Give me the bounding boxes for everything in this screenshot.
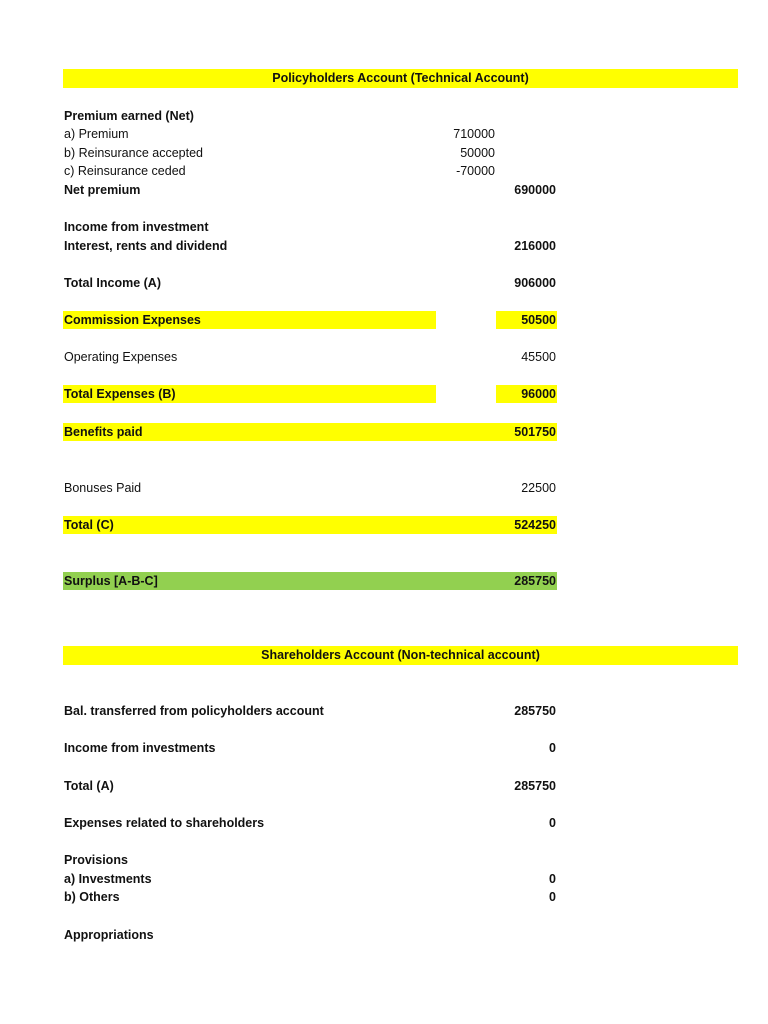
benefits-label: Benefits paid: [64, 425, 143, 439]
provisions-investments-value: 0: [549, 872, 556, 886]
sh-expenses-value: 0: [549, 816, 556, 830]
interest-label: Interest, rents and dividend: [64, 239, 228, 253]
operating-label: Operating Expenses: [64, 350, 178, 364]
provisions-others-label: b) Others: [64, 890, 120, 904]
reinsurance-ceded-value: -70000: [456, 164, 495, 178]
bonuses-label: Bonuses Paid: [64, 481, 142, 495]
operating-value: 45500: [521, 350, 556, 364]
sh-total-a-value: 285750: [514, 779, 556, 793]
bonuses-row: [64, 479, 557, 497]
commission-value: 50500: [521, 313, 556, 327]
sh-income-value: 0: [549, 741, 556, 755]
investment-heading: Income from investment: [64, 220, 209, 234]
commission-label: Commission Expenses: [64, 313, 201, 327]
total-income-value: 906000: [514, 276, 556, 290]
appropriations-heading: Appropriations: [64, 928, 154, 942]
provisions-others-row: [64, 888, 557, 906]
sh-income-label: Income from investments: [64, 741, 216, 755]
provisions-heading: Provisions: [64, 853, 128, 867]
net-premium-value: 690000: [514, 183, 556, 197]
premium-value: 710000: [453, 127, 495, 141]
total-c-value: 524250: [514, 518, 556, 532]
total-c-label: Total (C): [64, 518, 114, 532]
total-expenses-value: 96000: [521, 387, 556, 401]
reinsurance-accepted-label: b) Reinsurance accepted: [64, 146, 203, 160]
sh-income-row: [64, 739, 557, 757]
balance-row: [64, 702, 557, 720]
premium-row: [64, 125, 557, 143]
total-expenses-row: [64, 385, 557, 403]
sh-expenses-row: [64, 814, 557, 832]
investment-heading-row: [64, 218, 557, 236]
surplus-label: Surplus [A-B-C]: [64, 574, 158, 588]
provisions-heading-row: [64, 851, 557, 869]
surplus-row: [64, 572, 557, 590]
policyholders-title: Policyholders Account (Technical Account): [272, 71, 529, 85]
appropriations-heading-row: [64, 926, 557, 944]
provisions-investments-label: a) Investments: [64, 872, 152, 886]
total-c-row: [64, 516, 557, 534]
benefits-row: [64, 423, 557, 441]
commission-row: [64, 311, 557, 329]
surplus-value: 285750: [514, 574, 556, 588]
premium-label: a) Premium: [64, 127, 129, 141]
balance-label: Bal. transferred from policyholders account: [64, 704, 324, 718]
provisions-investments-row: [64, 870, 557, 888]
reinsurance-accepted-value: 50000: [460, 146, 495, 160]
net-premium-label: Net premium: [64, 183, 141, 197]
interest-row: [64, 237, 557, 255]
reinsurance-accepted-row: [64, 144, 557, 162]
premium-heading: Premium earned (Net): [64, 109, 194, 123]
reinsurance-ceded-label: c) Reinsurance ceded: [64, 164, 186, 178]
provisions-others-value: 0: [549, 890, 556, 904]
interest-value: 216000: [514, 239, 556, 253]
net-premium-row: [64, 181, 557, 199]
total-income-row: [64, 274, 557, 292]
operating-row: [64, 348, 557, 366]
sh-total-a-label: Total (A): [64, 779, 114, 793]
total-income-label: Total Income (A): [64, 276, 161, 290]
premium-heading-row: [64, 107, 557, 125]
bonuses-value: 22500: [521, 481, 556, 495]
sh-total-a-row: [64, 777, 557, 795]
reinsurance-ceded-row: [64, 162, 557, 180]
sh-expenses-label: Expenses related to shareholders: [64, 816, 265, 830]
shareholders-title: Shareholders Account (Non-technical account): [261, 648, 540, 662]
benefits-value: 501750: [514, 425, 556, 439]
balance-value: 285750: [514, 704, 556, 718]
total-expenses-label: Total Expenses (B): [64, 387, 176, 401]
